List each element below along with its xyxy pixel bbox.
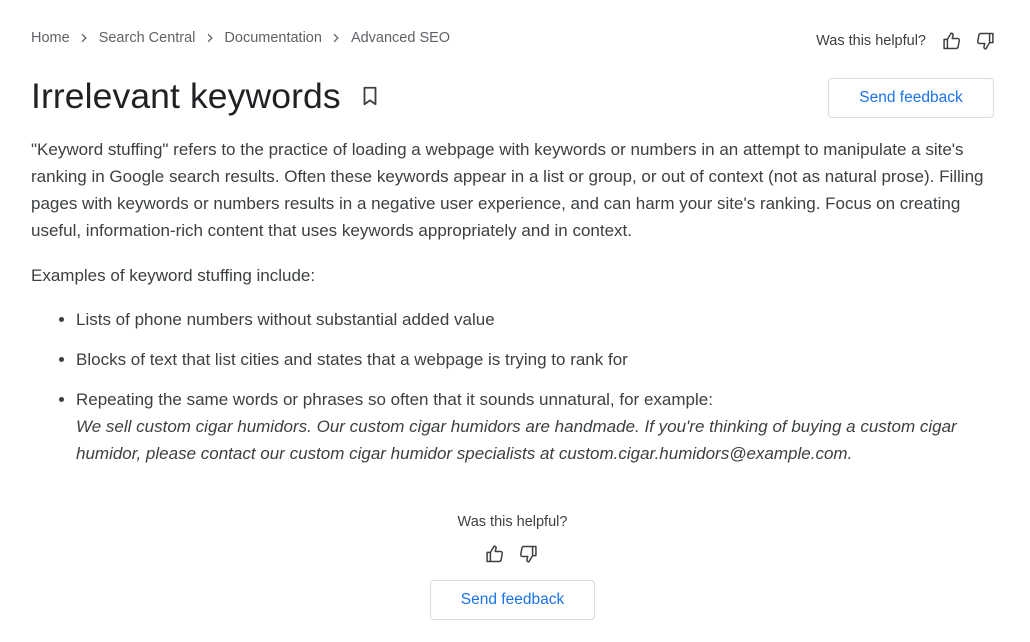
examples-list — [31, 306, 996, 467]
top-bar — [31, 30, 996, 54]
thumb-up-icon[interactable] — [484, 543, 506, 565]
send-feedback-button[interactable]: Send feedback — [828, 78, 994, 118]
list-item — [76, 386, 996, 467]
thumb-down-icon[interactable] — [517, 543, 539, 565]
list-item-text: Repeating the same words or phrases so often that it sounds unnatural, for example: — [76, 390, 713, 409]
title-row — [31, 72, 382, 120]
helpful-prompt-top — [816, 30, 996, 52]
thumb-up-icon[interactable] — [941, 30, 963, 52]
helpful-buttons-bottom — [484, 543, 539, 565]
bookmark-icon[interactable] — [358, 84, 382, 108]
examples-heading: Examples of keyword stuffing include: — [31, 266, 316, 285]
breadcrumb-search-central[interactable]: Search Central — [98, 30, 196, 46]
example-quote: We sell custom cigar humidors. Our custom cigar humidors are handmade. If you're thinking of buying a custom cigar humidor, please contact our custom cigar humidor specialists at custom.cigar.humidors@example.com. — [76, 417, 957, 463]
list-item: • Blocks of text that list cities and states that a webpage is trying to rank for — [76, 346, 996, 373]
breadcrumb — [31, 30, 450, 46]
helpful-question: Was this helpful? — [816, 33, 926, 49]
thumb-down-icon[interactable] — [974, 30, 996, 52]
intro-paragraph: "Keyword stuffing" refers to the practice of loading a webpage with keywords or numbers in an attempt to manipulate a site's ranking in Google search results. Often these keywords appear in a list or group, or out of context (not as natural prose). Filling pages with keywords or numbers results in a negative user experience, and can harm your site's ranking. Focus on creating useful, information-rich content that uses keywords appropriately and in context. — [31, 140, 984, 240]
page-title: Irrelevant keywords — [31, 76, 341, 116]
send-feedback-button-bottom[interactable]: Send feedback — [430, 580, 595, 620]
chevron-right-icon — [70, 31, 99, 45]
list-item: • Lists of phone numbers without substantial added value — [76, 306, 996, 333]
breadcrumb-documentation[interactable]: Documentation — [224, 30, 322, 46]
chevron-right-icon — [322, 31, 351, 45]
helpful-question-bottom: Was this helpful? — [457, 514, 568, 530]
chevron-right-icon — [195, 31, 224, 45]
breadcrumb-home[interactable]: Home — [31, 30, 70, 46]
breadcrumb-advanced-seo[interactable]: Advanced SEO — [350, 30, 451, 46]
article-body — [31, 136, 996, 480]
